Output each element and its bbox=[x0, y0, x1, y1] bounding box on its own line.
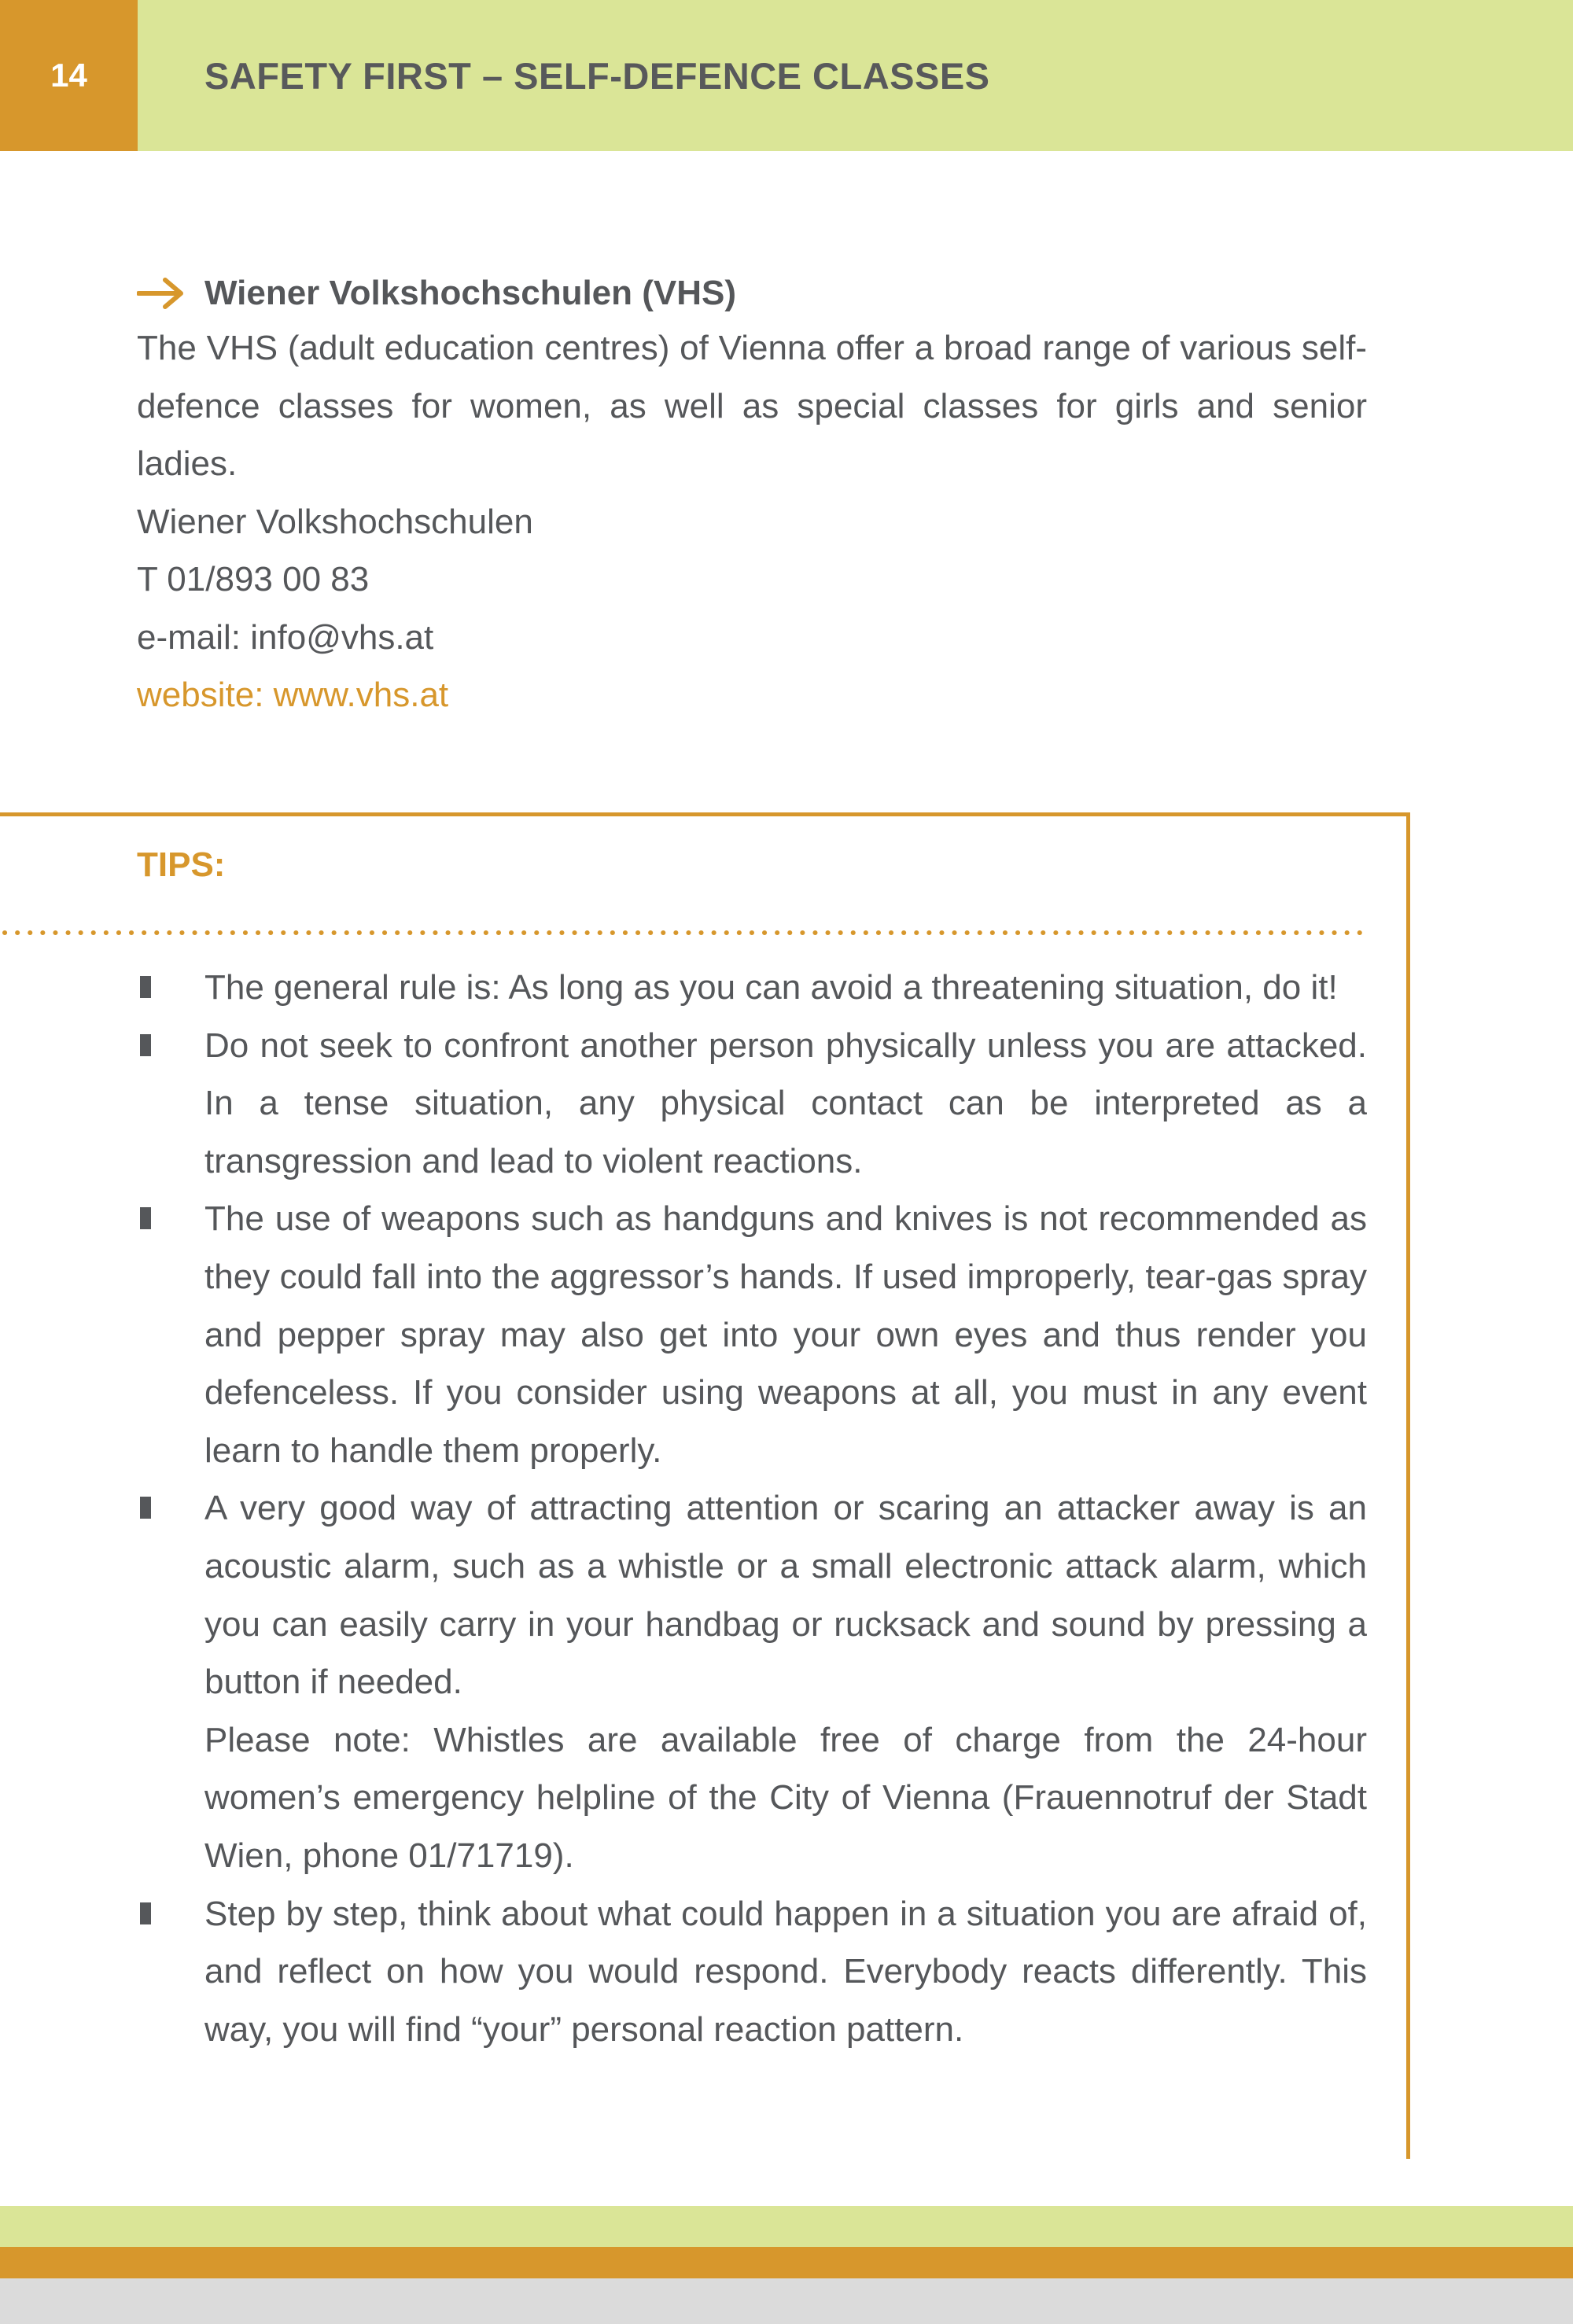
dotted-divider bbox=[0, 928, 1369, 937]
tips-title: TIPS: bbox=[137, 845, 226, 884]
vhs-heading-text: Wiener Volkshochschulen (VHS) bbox=[204, 274, 737, 312]
vhs-email[interactable]: e-mail: info@vhs.at bbox=[137, 617, 434, 657]
footer-grey-band bbox=[0, 2278, 1573, 2324]
vhs-heading bbox=[137, 267, 1367, 319]
tip-note: Please note: Whistles are available free of charge from the 24-hour women’s emergency helpline of the City of Vienna (Frauennotruf der Stadt Wien, phone 01/71719). bbox=[204, 1720, 1367, 1875]
tip-item bbox=[137, 1479, 1367, 1884]
header-title: SAFETY FIRST – SELF-DEFENCE CLASSES bbox=[204, 54, 990, 97]
footer-orange-band bbox=[0, 2247, 1573, 2278]
tip-text: The use of weapons such as handguns and knives is not recommended as they could fall into the aggressor’s hands. If used improperly, tear-gas spray and pepper spray may also get into your own eyes and thus render you defenceless. If you consider using weapons at all, you must in any event learn to handle them properly. bbox=[204, 1199, 1367, 1470]
square-bullet-icon bbox=[140, 1034, 151, 1056]
tips-box-right-border bbox=[1406, 812, 1410, 2159]
tip-item bbox=[137, 959, 1367, 1017]
tip-text: Step by step, think about what could happen in a situation you are afraid of, and reflect on how you would respond. Everybody reacts differently. This way, you will find “your” personal reaction pattern. bbox=[204, 1894, 1367, 2049]
page-number: 14 bbox=[0, 0, 138, 151]
tip-item bbox=[137, 1190, 1367, 1479]
vhs-website-link[interactable]: website: www.vhs.at bbox=[137, 676, 449, 714]
square-bullet-icon bbox=[140, 976, 151, 998]
tip-text: The general rule is: As long as you can avoid a threatening situation, do it! bbox=[204, 968, 1338, 1007]
square-bullet-icon bbox=[140, 1902, 151, 1924]
footer-green-band bbox=[0, 2206, 1573, 2247]
arrow-right-icon bbox=[137, 276, 186, 311]
tip-text: A very good way of attracting attention or scaring an attacker away is an acoustic alarm, such as a whistle or a small electronic attack alarm, which you can easily carry in your handbag or rucksack and sound by pressing a button if needed. bbox=[204, 1489, 1367, 1702]
tip-item bbox=[137, 1885, 1367, 2059]
vhs-section bbox=[137, 267, 1367, 724]
vhs-description: The VHS (adult education centres) of Vienna offer a broad range of various self-defence classes for women, as well as special classes for girls and senior ladies. bbox=[137, 329, 1367, 483]
tip-text: Do not seek to confront another person physically unless you are attacked. In a tense situation, any physical contact can be interpreted as a transgression and lead to violent reactions. bbox=[204, 1026, 1367, 1180]
tips-box-top-border bbox=[0, 812, 1410, 816]
tips-list bbox=[137, 959, 1367, 2058]
vhs-name: Wiener Volkshochschulen bbox=[137, 502, 533, 541]
tip-item bbox=[137, 1017, 1367, 1191]
square-bullet-icon bbox=[140, 1207, 151, 1229]
vhs-phone: T 01/893 00 83 bbox=[137, 560, 370, 598]
square-bullet-icon bbox=[140, 1497, 151, 1519]
